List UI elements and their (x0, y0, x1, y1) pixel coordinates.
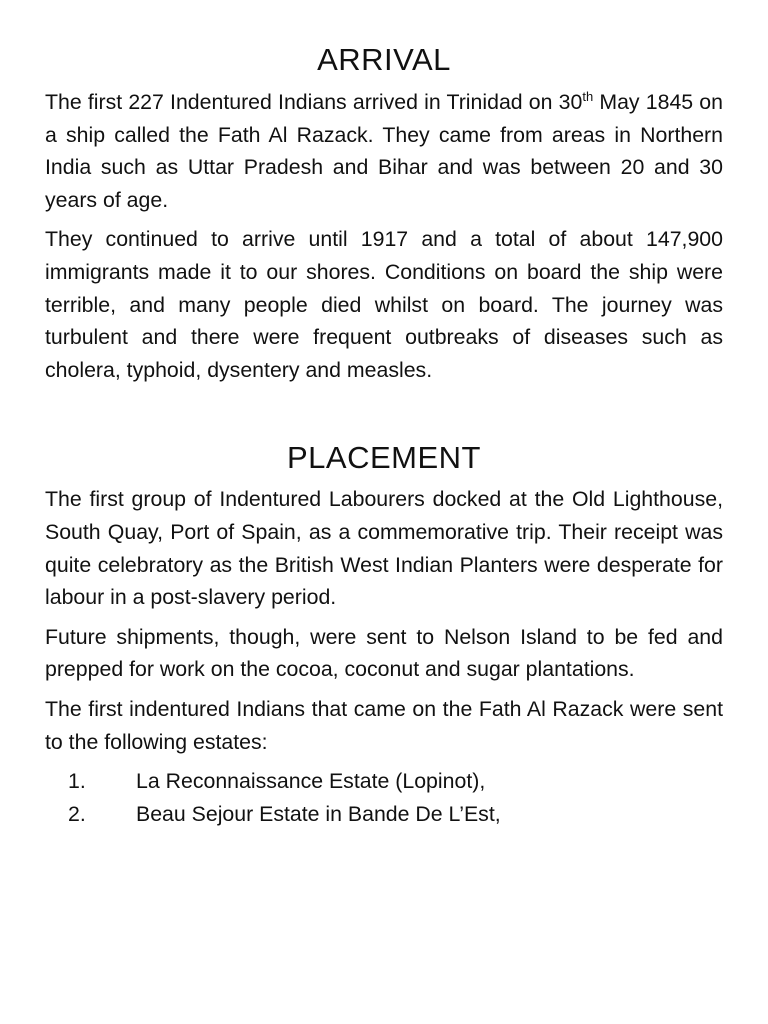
placement-paragraph-2: Future shipments, though, were sent to Nelson Island to be fed and prepped for work on the cocoa, coconut and sugar plantations. (45, 624, 723, 682)
list-item (45, 765, 723, 798)
list-item (45, 798, 723, 831)
ordinal-suffix: th (582, 88, 594, 104)
list-item-text: La Reconnaissance Estate (Lopinot), (136, 769, 486, 794)
arrival-paragraph-2: They continued to arrive until 1917 and a total of about 147,900 immigrants made it to our shores. Conditions on board the ship were terrible, and many people died whilst on board. The journey was turbulent and there were frequent outbreaks of diseases such as cholera, typhoid, dysentery and measles. (45, 227, 723, 382)
arrival-p1-text-b: May 1845 on a ship called the Fath Al Razack. They came from areas in Northern India such as Uttar Pradesh and Bihar and was between 20 and 30 years of age. (45, 90, 723, 212)
placement-paragraph-1: The first group of Indentured Labourers docked at the Old Lighthouse, South Quay, Port of Spain, as a commemorative trip. Their receipt was quite celebratory as the British West Indian Planters were desperate for labour in a post-slavery period. (45, 487, 723, 610)
arrival-paragraph-1 (45, 86, 723, 216)
estates-list (45, 765, 723, 830)
list-item-number: 2. (68, 801, 86, 826)
list-item-text: Beau Sejour Estate in Bande De L’Est, (136, 801, 501, 826)
arrival-p1-text-a: The first 227 Indentured Indians arrived in Trinidad on 30 (45, 90, 583, 114)
document-page (45, 0, 723, 830)
placement-heading: PLACEMENT (287, 440, 481, 476)
placement-paragraph-3: The first indentured Indians that came on the Fath Al Razack were sent to the following estates: (45, 696, 723, 754)
list-item-number: 1. (68, 769, 86, 794)
arrival-heading: ARRIVAL (317, 42, 451, 77)
